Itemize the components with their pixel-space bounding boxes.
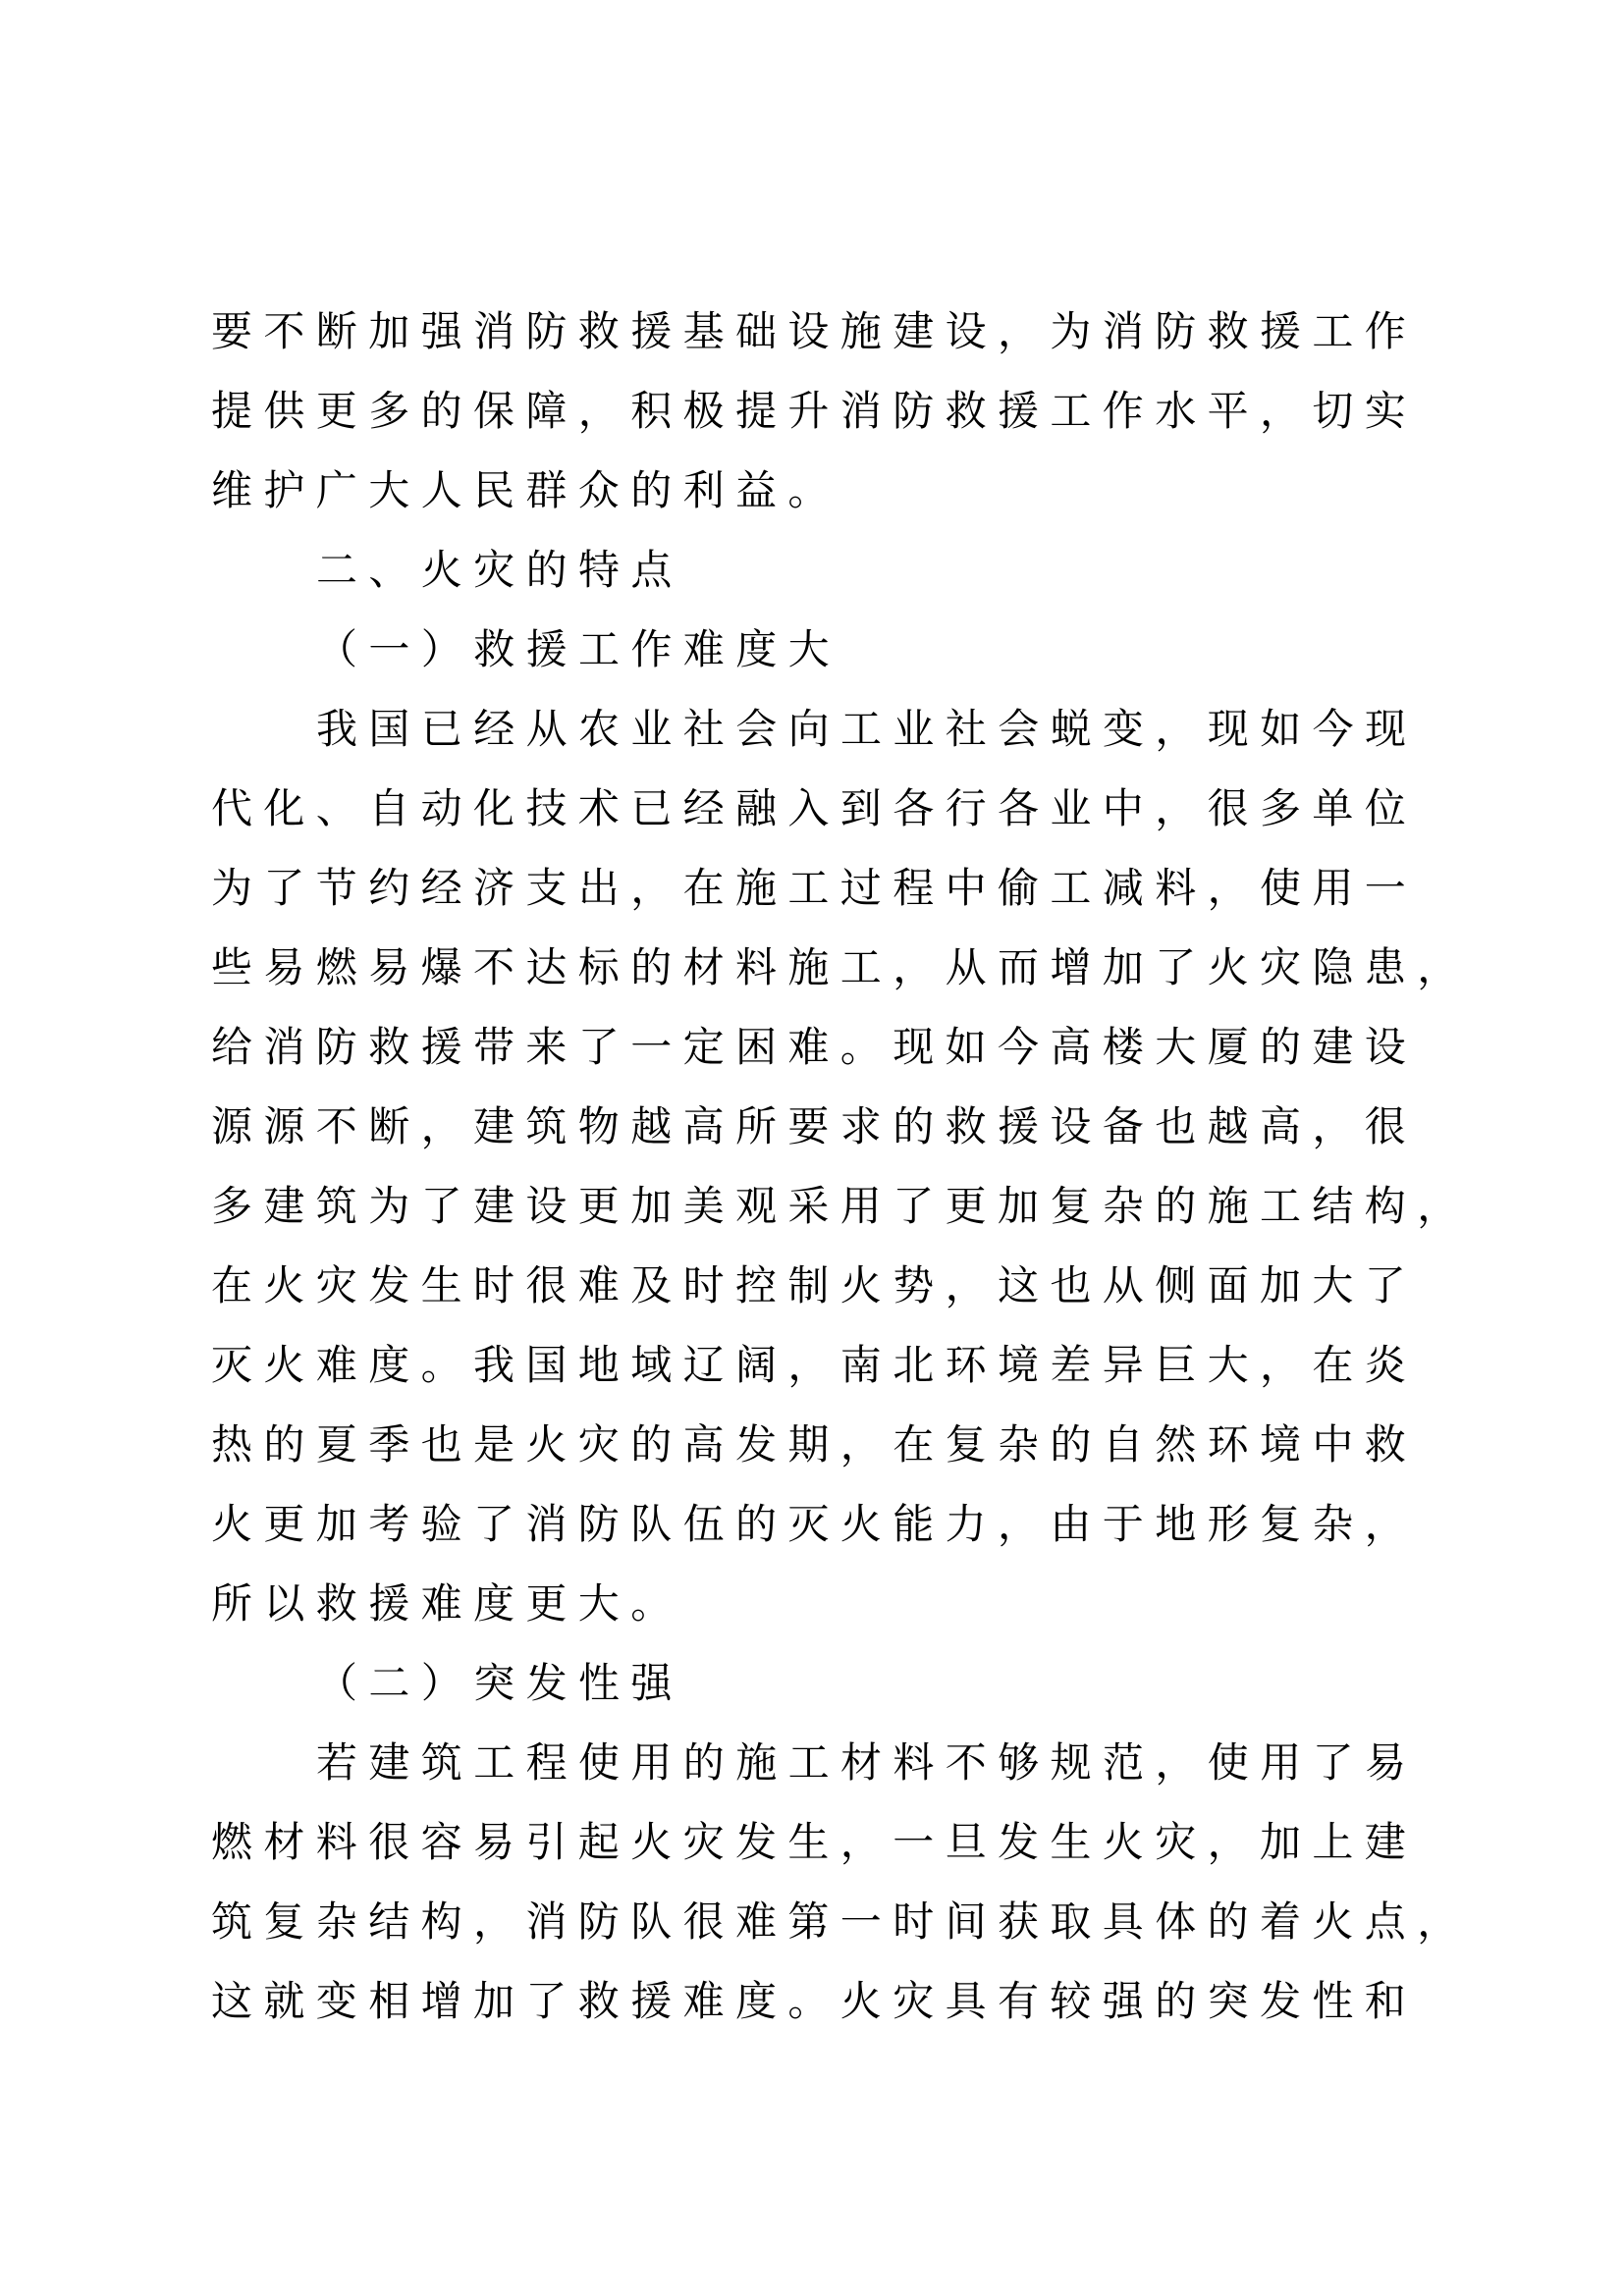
- text-line: 为了节约经济支出，在施工过程中偷工减料，使用一: [211, 864, 1418, 912]
- paragraph-suddenness: [211, 1723, 1470, 2041]
- text-line: 些易燃易爆不达标的材料施工，从而增加了火灾隐患，: [211, 943, 1470, 991]
- paragraph-conclusion: [211, 292, 1448, 530]
- document-page: [211, 292, 1470, 2041]
- text-line: 燃材料很容易引起火灾发生，一旦发生火灾，加上建: [211, 1818, 1418, 1866]
- text-line: 在火灾发生时很难及时控制火势，这也从侧面加大了: [211, 1261, 1418, 1309]
- text-line: 要不断加强消防救援基础设施建设，为消防救援工作: [211, 307, 1418, 355]
- text-line: 给消防救援带来了一定困难。现如今高楼大厦的建设: [211, 1023, 1418, 1071]
- text-line: 灭火难度。我国地域辽阔，南北环境差异巨大，在炎: [211, 1341, 1418, 1389]
- subsection-heading-1: （一）救援工作难度大: [316, 625, 841, 673]
- text-line: 火更加考验了消防队伍的灭火能力，由于地形复杂，: [211, 1500, 1418, 1548]
- text-line: 热的夏季也是火灾的高发期，在复杂的自然环境中救: [211, 1420, 1418, 1468]
- text-line: 提供更多的保障，积极提升消防救援工作水平，切实: [211, 387, 1418, 435]
- text-line: 筑复杂结构，消防队很难第一时间获取具体的着火点，: [211, 1897, 1470, 1946]
- text-line: 若建筑工程使用的施工材料不够规范，使用了易: [316, 1738, 1418, 1787]
- text-line: 源源不断，建筑物越高所要求的救援设备也越高，很: [211, 1102, 1418, 1150]
- text-line: 所以救援难度更大。: [211, 1579, 683, 1628]
- text-line: 多建筑为了建设更加美观采用了更加复杂的施工结构，: [211, 1182, 1470, 1230]
- paragraph-rescue-difficulty: [211, 689, 1470, 1643]
- text-line: 维护广大人民群众的利益。: [211, 466, 840, 514]
- section-heading: 二、火灾的特点: [316, 546, 683, 594]
- subsection-heading-2: （二）突发性强: [316, 1659, 683, 1707]
- text-line: 这就变相增加了救援难度。火灾具有较强的突发性和: [211, 1977, 1418, 2025]
- text-line: 代化、自动化技术已经融入到各行各业中，很多单位: [211, 784, 1418, 832]
- text-line: 我国已经从农业社会向工业社会蜕变，现如今现: [316, 705, 1418, 753]
